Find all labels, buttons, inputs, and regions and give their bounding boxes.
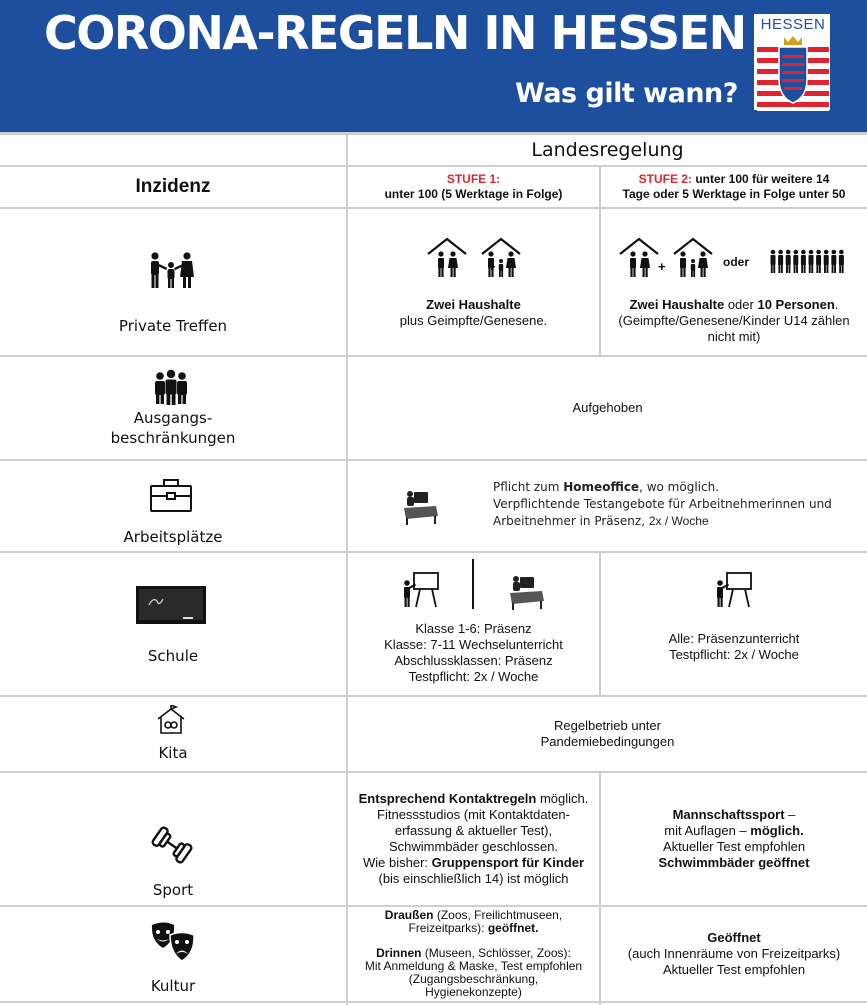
schule-divider <box>472 559 474 609</box>
home-office-desk-icon <box>400 486 440 526</box>
schule-s1-l2: Klasse: 7-11 Wechselunterricht <box>384 637 563 652</box>
arbeit-l3-post: 2x / Woche <box>648 514 709 528</box>
kultur-s1-l3-post: (Museen, Schlösser, Zoos): <box>421 946 571 960</box>
plus-sign-1: + <box>488 259 496 274</box>
kultur-s2-l2: (auch Innenräume von Freizeitparks) <box>627 946 841 961</box>
arbeit-l1-pre: Pflicht zum <box>493 480 564 494</box>
stufe2-desc-a: unter 100 für weitere 14 <box>695 172 830 186</box>
briefcase-icon <box>149 477 193 513</box>
sport-s1-l6: (bis einschließlich 14) ist möglich <box>378 871 569 886</box>
private-stufe2-text <box>607 297 861 345</box>
schule-s1-l4: Testpflicht: 2x / Woche <box>408 669 539 684</box>
schule-stufe1-text <box>348 621 599 685</box>
ten-persons-icon <box>769 249 847 275</box>
row-kita-label <box>0 697 346 771</box>
kultur-s2-l3: Aktueller Test empfohlen <box>662 962 806 977</box>
row-private-stufe2 <box>601 209 867 355</box>
schule-s2-l1: Alle: Präsenzunterricht <box>668 631 800 646</box>
kultur-s1-l1-bold: Draußen <box>384 908 434 922</box>
schule-s1-l3: Abschlussklassen: Präsenz <box>394 653 553 668</box>
kultur-s1-l4: Mit Anmeldung & Maske, Test empfohlen <box>364 959 583 973</box>
ausgang-label-2: beschränkungen <box>110 429 236 447</box>
kultur-s1-l6: Hygienekonzepte) <box>425 985 522 999</box>
group-people-icon <box>153 369 189 405</box>
plus-sign-2: + <box>658 259 666 274</box>
stufe1-desc: unter 100 (5 Werktage in Folge) <box>384 187 563 201</box>
arbeit-label: Arbeitsplätze <box>123 528 223 546</box>
row-kultur-label <box>0 907 346 1001</box>
kultur-s1-l3-bold: Drinnen <box>376 946 422 960</box>
arbeit-text <box>493 479 832 530</box>
schule-stufe2-text <box>601 631 867 663</box>
family-icon <box>147 252 195 292</box>
chalkboard-icon <box>135 585 207 625</box>
arbeit-l1-bold: Homeoffice <box>563 480 640 494</box>
private-s2-bold1: Zwei Haushalte <box>629 297 725 312</box>
stufe2-label: STUFE 2: <box>638 172 692 186</box>
row-arbeit-value <box>348 461 867 551</box>
page-title: CORONA-REGELN IN HESSEN <box>44 6 746 60</box>
kita-value <box>348 697 867 771</box>
kultur-s1-l1-post: (Zoos, Freilichtmuseen, <box>433 908 563 922</box>
schule-label: Schule <box>147 647 199 665</box>
teacher-presentation-icon <box>400 571 440 609</box>
schule-s2-l2: Testpflicht: 2x / Woche <box>669 647 799 662</box>
kita-value-2: Pandemiebedingungen <box>540 734 675 749</box>
kultur-label: Kultur <box>150 977 196 995</box>
page-subtitle: Was gilt wann? <box>515 78 738 109</box>
kita-value-1: Regelbetrieb unter <box>554 718 661 733</box>
sport-s1-l5-pre: Wie bisher: <box>362 855 432 870</box>
sport-s1-l1-post: möglich. <box>536 791 589 806</box>
kultur-s2-l1-bold: Geöffnet <box>707 930 761 945</box>
stufe2-desc-b: Tage oder 5 Werktage in Folge unter 50 <box>622 187 846 201</box>
arbeit-l1-post: , wo möglich. <box>639 480 720 494</box>
oder-label: oder <box>723 255 750 269</box>
sport-s2-l1-bold: Mannschaftssport <box>672 807 785 822</box>
logo-text: HESSEN <box>760 16 826 33</box>
private-s2-mid: oder <box>724 297 758 312</box>
kultur-s1-l2-bold: geöffnet. <box>487 921 539 935</box>
two-households-icon <box>426 236 522 280</box>
private-stufe1-text <box>348 297 599 329</box>
inzidenz-header: Inzidenz <box>0 167 346 207</box>
stufe2-header <box>601 167 867 207</box>
kultur-s1-l5: (Zugangsbeschränkung, <box>408 972 539 986</box>
two-households-icon <box>618 236 714 280</box>
row-schule-label <box>0 553 346 695</box>
landesregelung-header: Landesregelung <box>348 135 867 165</box>
sport-s2-l2-bold: möglich. <box>750 823 804 838</box>
sport-s1-l1-bold: Entsprechend Kontaktregeln <box>358 791 537 806</box>
rules-table <box>0 132 867 1005</box>
arbeit-l3-pre: Arbeitnehmer in Präsenz, <box>493 514 649 528</box>
kita-label: Kita <box>158 744 188 762</box>
row-ausgang-label <box>0 357 346 459</box>
private-s2-end: . <box>834 297 839 312</box>
ausgang-label-1: Ausgangs- <box>133 409 213 427</box>
row-sport-label <box>0 773 346 905</box>
stufe1-label: STUFE 1: <box>446 172 501 186</box>
private-s2-text: (Geimpfte/Genesene/Kinder U14 zählen nicht mit) <box>618 313 850 344</box>
private-s1-text: plus Geimpfte/Genesene. <box>399 313 548 328</box>
row-sport-stufe2 <box>601 773 867 905</box>
row-schule-stufe1 <box>348 553 599 695</box>
corner-cell <box>0 135 346 165</box>
hessen-logo <box>754 14 830 110</box>
sport-s2-l3: Aktueller Test empfohlen <box>662 839 806 854</box>
row-arbeit-label <box>0 461 346 551</box>
private-s2-bold2: 10 Personen <box>757 297 835 312</box>
stufe1-header <box>348 167 599 207</box>
row-private-label <box>0 209 346 355</box>
ausgang-value: Aufgehoben <box>348 357 867 459</box>
row-schule-stufe2 <box>601 553 867 695</box>
sport-s2-l4-bold: Schwimmbäder geöffnet <box>658 855 810 870</box>
sport-s1-l2: Fitnessstudios (mit Kontaktdaten- <box>377 807 570 822</box>
sport-label: Sport <box>152 881 194 899</box>
home-office-desk-icon <box>506 571 546 611</box>
row-kultur-stufe2 <box>601 907 867 1001</box>
sport-s2-l2-pre: mit Auflagen – <box>664 823 751 838</box>
private-label: Private Treffen <box>118 317 228 335</box>
schule-s1-l1: Klasse 1-6: Präsenz <box>415 621 532 636</box>
dumbbell-icon <box>150 825 194 865</box>
sport-s2-l1-post: – <box>784 807 796 822</box>
sport-s1-l3: erfassung & aktueller Test), <box>394 823 553 838</box>
row-kultur-stufe1 <box>348 907 599 1001</box>
private-s1-bold: Zwei Haushalte <box>426 297 521 312</box>
theater-masks-icon <box>150 921 196 963</box>
kultur-stufe1-text <box>348 909 599 999</box>
row-sport-stufe1 <box>348 773 599 905</box>
sport-s1-l5-bold: Gruppensport für Kinder <box>431 855 585 870</box>
kindergarten-house-icon <box>155 705 187 735</box>
teacher-presentation-icon <box>713 571 753 609</box>
sport-s1-l4: Schwimmbäder geschlossen. <box>388 839 559 854</box>
kultur-s1-l2-pre: Freizeitparks): <box>408 921 488 935</box>
arbeit-l2: Verpflichtende Testangebote für Arbeitnehmerinnen und <box>493 497 832 511</box>
row-private-stufe1 <box>348 209 599 355</box>
hessen-coat-of-arms-icon <box>755 33 831 111</box>
header-banner <box>0 0 867 132</box>
